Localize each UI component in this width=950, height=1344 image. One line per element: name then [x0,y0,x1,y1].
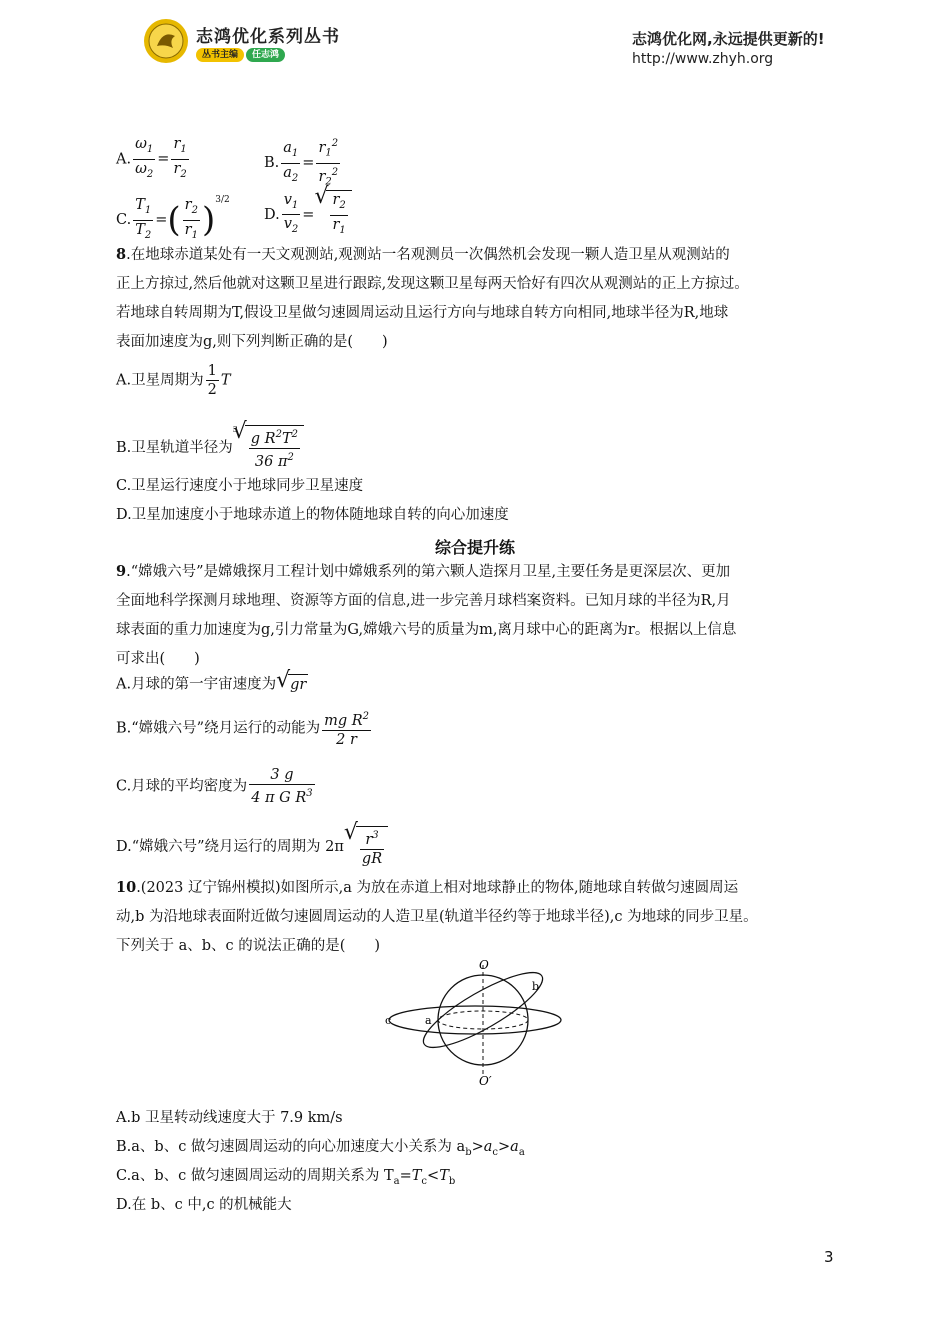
formula: √ $\frac{g R^2T^2}{36 \pi^2}$ [245,425,304,471]
option-text: D.“嫦娥六号”绕月运行的周期为 2π [116,838,344,855]
q8-line1 [116,245,730,265]
q8-option-a: A.卫星周期为 $\frac{1}{2}$ T [116,363,231,398]
q8-line2: 正上方掠过,然后他就对这颗卫星进行跟踪,发现这颗卫星每两天恰好有四次从观测站的正上方掠过。 [116,276,749,292]
q7-option-a: A. $\frac{\omega_1}{\omega_2}$ = $\frac{r_1}{r_2}$ [116,135,191,184]
q8-line4: 表面加速度为g,则下列判断正确的是( ) [116,334,388,350]
option-label: C. [116,212,132,228]
q9-option-c [116,766,317,807]
q9-line2: 全面地科学探测月球地理、资源等方面的信息,进一步完善月球档案资料。已知月球的半径为R,月 [116,593,731,609]
formula: $\frac{a_1}{a_2}$ [283,139,299,184]
q8-option-b: B.卫星轨道半径为3 √ $\frac{g R^2T^2}{36 \pi^2}$ [116,420,304,471]
formula: $\frac{\omega_1}{\omega_2}$ [135,136,154,180]
option-label: A. [116,151,132,168]
editor-label: 丛书主编 [196,48,244,62]
q8-line3: 若地球自转周期为T,假设卫星做匀速圆周运动且运行方向与地球自转方向相同,地球半径为R,地球 [116,305,729,321]
q10-line3: 下列关于 a、b、c 的说法正确的是( ) [116,938,381,954]
header-right [632,28,825,67]
label-a: a [425,1014,432,1027]
q10-option-c: C.a、b、c 做匀速圆周运动的周期关系为 $T_a=T_c<T_b$ [116,1168,456,1187]
option-label: D. [264,206,280,223]
formula: $\frac{3 g}{4 \pi G R^3}$ [251,767,313,806]
q7-option-c: C. $\frac{T_1}{T_2}$ =( $\frac{r_2}{r_1}$ )$^{3/2}$ [116,190,230,244]
q8-option-d: D.卫星加速度小于地球赤道上的物体随地球自转的向心加速度 [116,507,509,523]
q7-option-d: D. $\frac{v_1}{v_2}$ = √ $\frac{r_2}{r_1}$ [264,190,352,240]
question-number: 8 [116,246,127,263]
q10-option-d: D.在 b、c 中,c 的机械能大 [116,1197,292,1213]
q10-line1 [116,878,738,898]
label-o: O [479,958,489,972]
option-text: B.卫星轨道半径为 [116,440,233,456]
label-c: c [385,1014,392,1027]
q9-option-b [116,708,373,749]
option-text: B.a、b、c 做匀速圆周运动的向心加速度大小关系为 a [116,1139,466,1155]
label-b: b [532,980,540,993]
formula: $\frac{r_2}{r_1}$ [184,196,198,241]
formula: $\frac{r_1^2}{r_2^2}$ [316,135,340,191]
option-text: C.月球的平均密度为 [116,778,248,795]
section-title: 综合提升练 [434,538,515,557]
website-link[interactable]: http://www.zhyh.org [632,51,774,67]
editor-tag [196,48,285,62]
brand-title: 志鸿优化系列丛书 [196,27,340,47]
formula: $\frac{mg R^2}{2 r}$ [322,708,371,749]
q8-option-c: C.卫星运行速度小于地球同步卫星速度 [116,478,364,494]
formula: $\frac{v_1}{v_2}$ [283,191,299,236]
q10-option-b: B.a、b、c 做匀速圆周运动的向心加速度大小关系为 $a_b>a_c>a_a$ [116,1139,525,1158]
slogan: 志鸿优化网,永远提供更新的! [632,30,825,48]
question-number: 9 [116,563,127,580]
question-number: 10 [116,879,137,896]
option-text: A.卫星周期为 [116,372,204,389]
q10-text: .(2023 辽宁锦州模拟)如图所示,a 为放在赤道上相对地球静止的物体,随地球自转做匀速圆周运 [136,880,739,896]
option-label: B. [264,155,280,172]
label-o-prime: O′ [479,1074,492,1088]
earth-orbit-diagram [385,955,565,1090]
option-text: C.a、b、c 做匀速圆周运动的周期关系为 T [116,1168,394,1184]
formula: √ $\frac{r_2}{r_1}$ [326,190,351,240]
q7-option-b: B. $\frac{a_1}{a_2}$ = $\frac{r_1^2}{r_2^2}$ [264,135,342,191]
formula: $\frac{T_1}{T_2}$ [135,196,152,241]
q9-line3: 球表面的重力加速度为g,引力常量为G,嫦娥六号的质量为m,离月球中心的距离为r。根据以上信息 [116,622,737,638]
formula: √ $\frac{r^3}{gR}$ [356,826,388,868]
formula: √ gr [288,674,308,695]
option-text: A.月球的第一宇宙速度为 [116,676,277,693]
formula: $\frac{r_1}{r_2}$ [173,136,187,180]
q9-option-a [116,674,308,695]
page-number: 3 [824,1248,834,1266]
q10-option-a: A.b 卫星转动线速度大于 7.9 km/s [116,1110,343,1126]
publisher-logo-icon [143,18,189,64]
option-text: B.“嫦娥六号”绕月运行的动能为 [116,720,321,737]
q10-line2: 动,b 为沿地球表面附近做匀速圆周运动的人造卫星(轨道半径约等于地球半径),c 为地球的同步卫星。 [116,909,758,925]
q9-line1 [116,562,730,582]
q9-option-d [116,826,388,868]
editor-name: 任志鸿 [246,48,285,62]
q8-text: .在地球赤道某处有一天文观测站,观测站一名观测员一次偶然机会发现一颗人造卫星从观测站的 [126,247,730,263]
q9-text: .“嫦娥六号”是嫦娥探月工程计划中嫦娥系列的第六颗人造探月卫星,主要任务是更深层次、更加 [126,564,731,580]
formula: $\frac{1}{2}$ [207,363,217,398]
q9-line4: 可求出( ) [116,651,200,667]
